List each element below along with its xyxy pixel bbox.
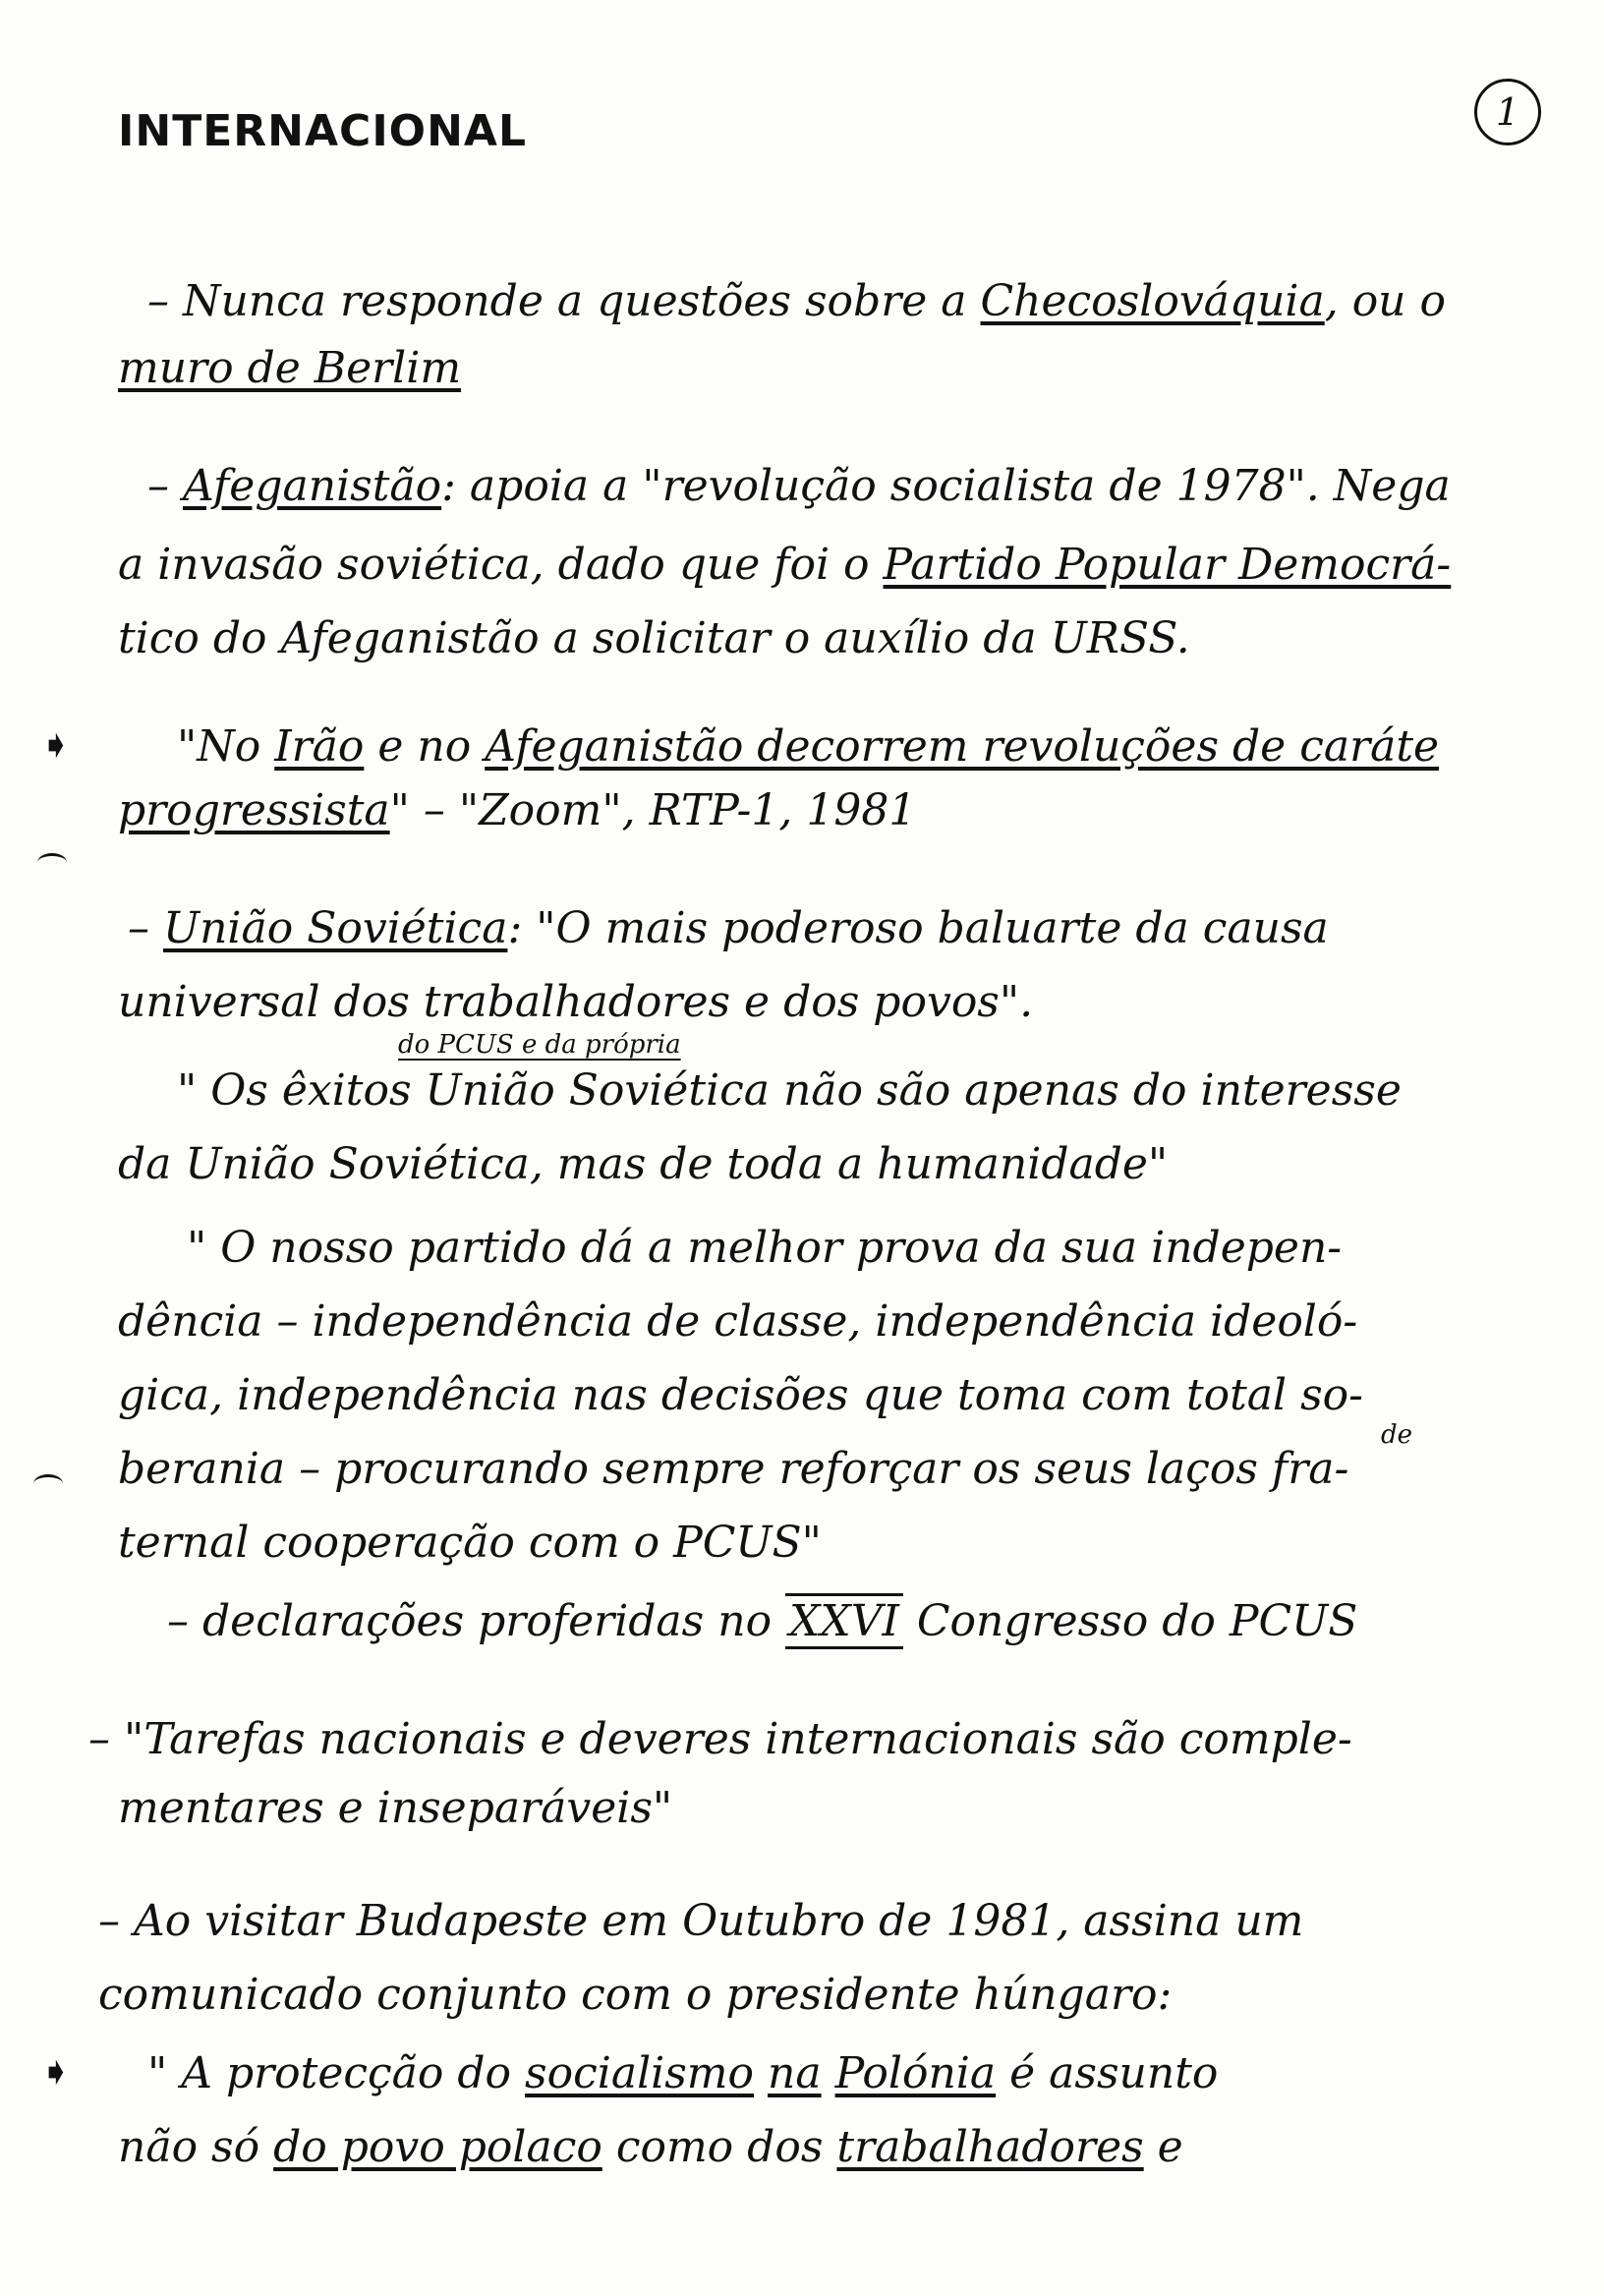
underlined-text: na xyxy=(768,2048,822,2098)
text: " Os êxitos xyxy=(177,1065,426,1116)
note-line xyxy=(118,1519,822,1568)
underlined-text: Irão xyxy=(274,721,365,772)
text: universal dos trabalhadores e dos povos". xyxy=(118,977,1034,1027)
underlined-text: socialismo xyxy=(525,2048,755,2098)
text: a invasão soviética, dado que foi o xyxy=(118,540,884,590)
text: comunicado conjunto com o presidente húngaro: xyxy=(98,1970,1173,2020)
underlined-text: Partido Popular Democrá- xyxy=(883,540,1452,590)
text: Congresso do PCUS xyxy=(902,1596,1358,1646)
text: berania – procurando sempre reforçar os seus laços fra- xyxy=(118,1444,1349,1494)
text: como dos xyxy=(602,2122,837,2172)
underlined-text: União Soviética xyxy=(163,903,508,953)
note-line xyxy=(118,344,461,393)
boxed-text: XXVI xyxy=(785,1593,903,1649)
text: mentares e inseparáveis" xyxy=(118,1783,673,1833)
note-line xyxy=(167,1597,1357,1646)
arrow-icon: ➧ xyxy=(39,722,73,768)
note-line xyxy=(118,1140,1168,1189)
text: " – "Zoom", RTP-1, 1981 xyxy=(389,785,917,835)
text: – Nunca responde a questões sobre a xyxy=(147,276,981,326)
margin-bracket xyxy=(33,1474,63,1493)
underlined-text: muro de Berlim xyxy=(118,343,462,393)
text: União Soviética não são apenas do interesse xyxy=(425,1065,1402,1116)
note-line xyxy=(118,1371,1363,1420)
note-line xyxy=(118,541,1451,590)
underlined-text: Polónia xyxy=(834,2048,997,2098)
note-line xyxy=(118,614,1190,663)
note-line xyxy=(187,1224,1342,1273)
text: – xyxy=(147,461,183,511)
text: " A protecção do xyxy=(147,2048,526,2098)
text: – "Tarefas nacionais e deveres internacionais são comple- xyxy=(88,1714,1352,1764)
underlined-text: progressista xyxy=(118,785,390,835)
note-line xyxy=(128,904,1329,953)
text: tico do Afeganistão a solicitar o auxílio da URSS. xyxy=(118,613,1190,663)
underlined-text: trabalhadores xyxy=(836,2122,1144,2172)
note-line xyxy=(98,1971,1172,2020)
text: , ou o xyxy=(1324,276,1446,326)
note-line xyxy=(177,722,1439,772)
note-line xyxy=(118,1784,672,1833)
text: e no xyxy=(364,721,486,772)
note-line xyxy=(118,978,1033,1027)
margin-bracket xyxy=(37,853,67,872)
underlined-text: Checoslováquia xyxy=(980,276,1325,326)
inserted-text: do PCUS e da própria xyxy=(398,1030,681,1060)
arrow-icon: ➧ xyxy=(39,2049,73,2095)
underlined-text: Afeganistão xyxy=(183,461,442,511)
text: " O nosso partido dá a melhor prova da sua indepen- xyxy=(187,1223,1343,1273)
note-line xyxy=(88,1715,1352,1764)
text: é assunto xyxy=(996,2048,1219,2098)
text: : "O mais poderoso baluarte da causa xyxy=(507,903,1329,953)
text: gica, independência nas decisões que toma com total so- xyxy=(118,1370,1364,1420)
underlined-text: Afeganistão decorrem revoluções de caráte xyxy=(485,721,1440,772)
note-line xyxy=(118,1297,1357,1347)
text xyxy=(754,2048,768,2098)
text: dência – independência de classe, independência ideoló- xyxy=(118,1296,1358,1347)
text: – xyxy=(128,903,163,953)
note-line xyxy=(147,462,1451,511)
text: não só xyxy=(118,2122,274,2172)
text: "No xyxy=(177,721,275,772)
note-line xyxy=(118,1445,1348,1494)
text xyxy=(822,2048,835,2098)
text: da União Soviética, mas de toda a humanidade" xyxy=(118,1139,1169,1189)
underlined-text: do povo polaco xyxy=(273,2122,602,2172)
note-line xyxy=(147,2049,1218,2098)
note-line xyxy=(98,1897,1303,1946)
text: – Ao visitar Budapeste em Outubro de 1981, assina um xyxy=(98,1896,1304,1946)
note-line xyxy=(177,1066,1402,1116)
note-line xyxy=(118,2123,1183,2172)
page-heading: INTERNACIONAL xyxy=(118,106,528,156)
note-line xyxy=(147,277,1446,326)
inserted-text: de xyxy=(1381,1420,1413,1450)
text: e xyxy=(1143,2122,1183,2172)
text: : apoia a "revolução socialista de 1978". Nega xyxy=(441,461,1451,511)
note-line xyxy=(118,786,916,835)
text: – declarações proferidas no xyxy=(167,1596,786,1646)
text: ternal cooperação com o PCUS" xyxy=(118,1518,822,1568)
page-number-circle: 1 xyxy=(1474,79,1541,145)
